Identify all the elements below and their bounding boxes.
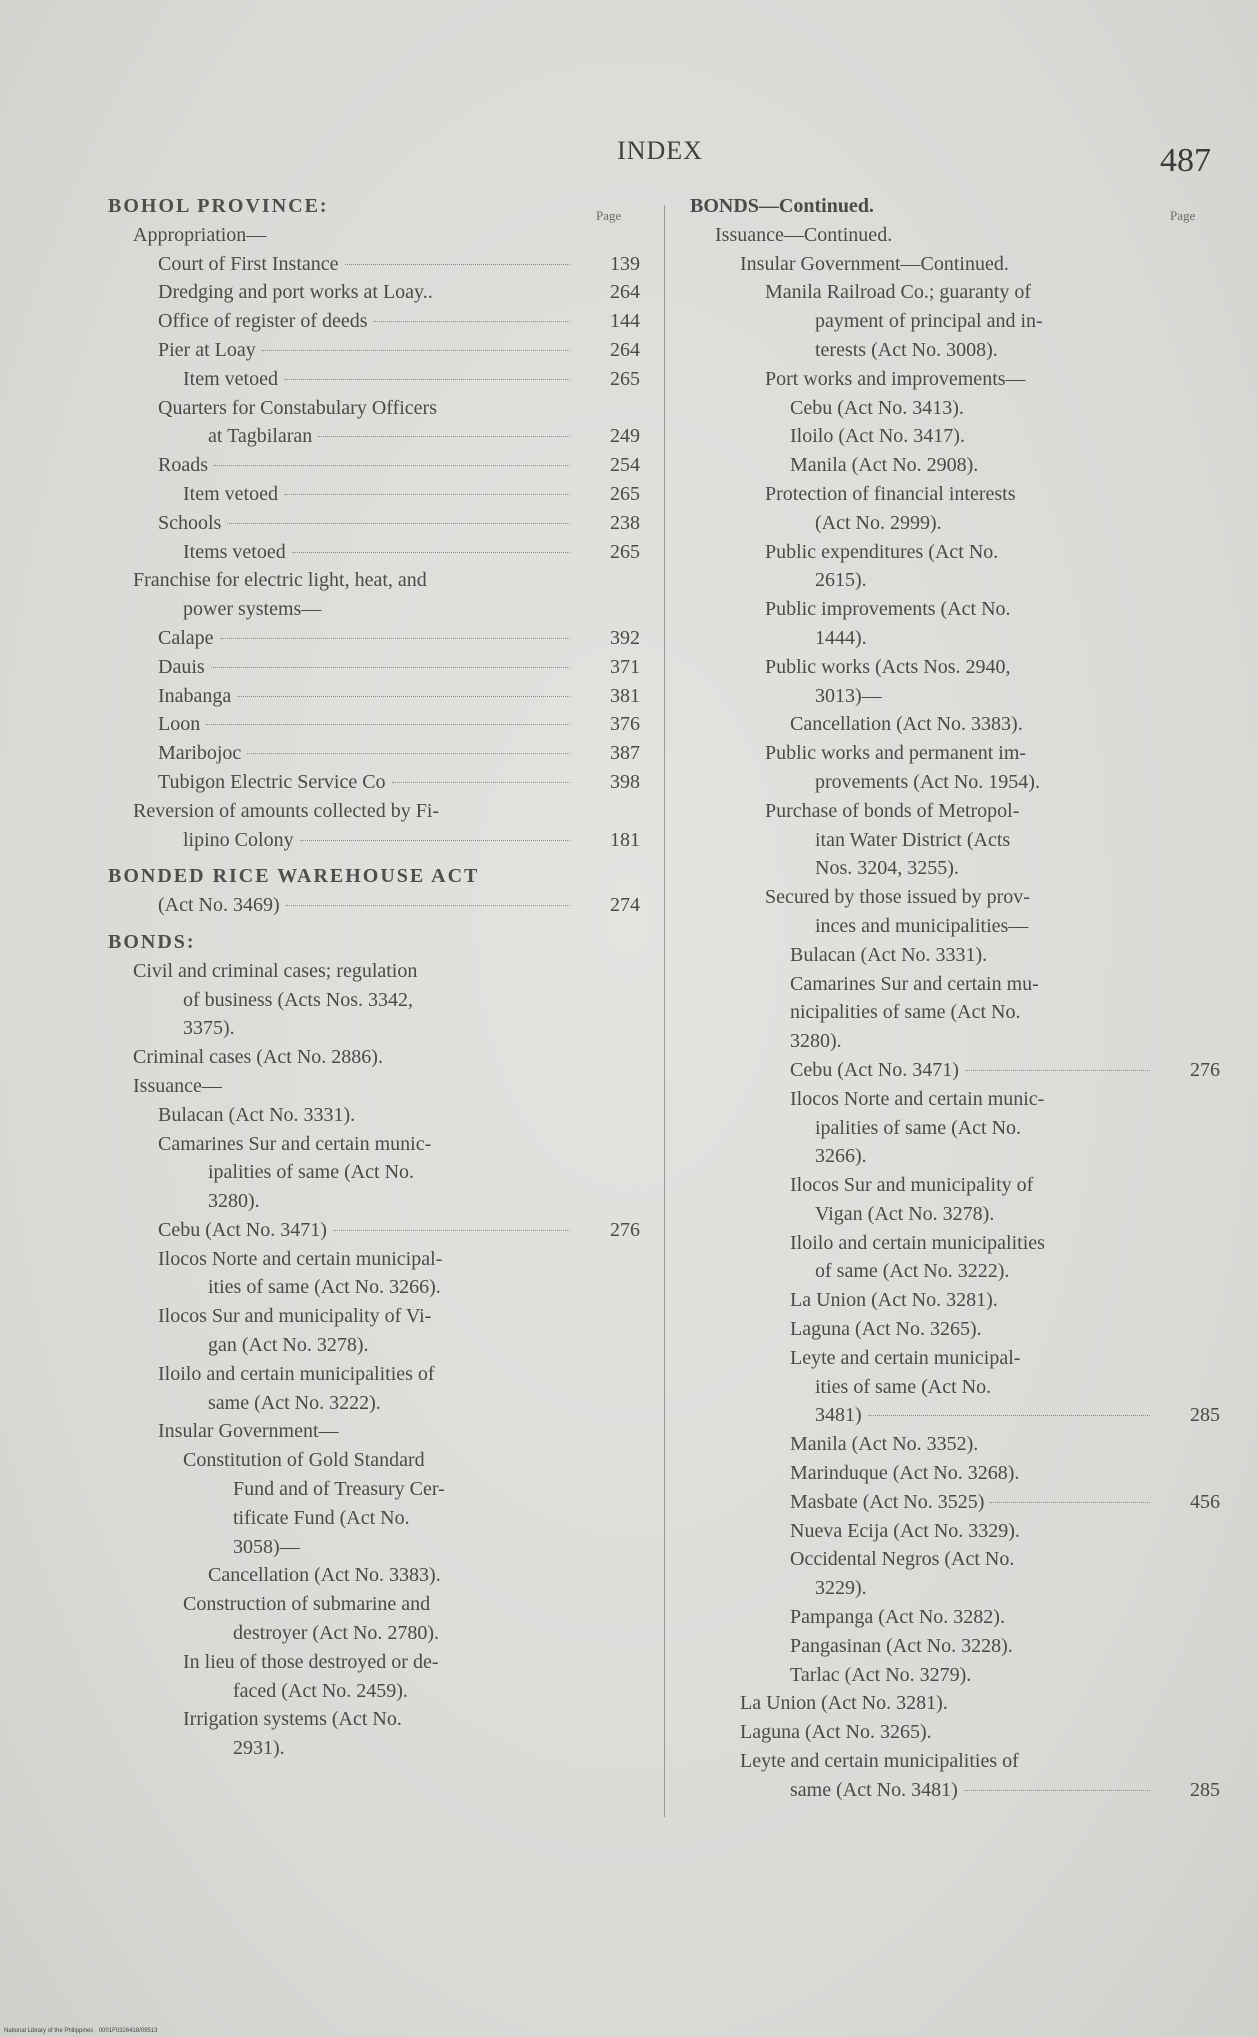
entry-text: Schools [158, 511, 222, 534]
entry-text: ipalities of same (Act No. [815, 1116, 1022, 1139]
index-entry [108, 1389, 638, 1418]
entry-text: Cebu (Act No. 3471) [158, 1218, 327, 1241]
entry-page-number: 249 [610, 425, 640, 448]
entry-text: Cebu (Act No. 3413). [790, 396, 964, 419]
index-entry [108, 1705, 638, 1734]
page-column-label-right: Page [1170, 208, 1196, 223]
column-divider [664, 205, 665, 1817]
entry-page-number: 264 [610, 281, 640, 304]
index-entry [690, 826, 1218, 855]
entry-text: Ilocos Norte and certain munic- [790, 1087, 1045, 1110]
dot-leader [286, 905, 570, 906]
dot-leader [392, 782, 570, 783]
entry-text: BOHOL PROVINCE: [108, 195, 329, 217]
entry-page-number: 265 [610, 482, 640, 505]
index-entry [108, 1043, 638, 1072]
entry-text: 3229). [815, 1577, 867, 1600]
entry-text: Vigan (Act No. 3278). [815, 1202, 995, 1225]
dot-leader [964, 1790, 1150, 1791]
dot-leader [374, 321, 570, 322]
index-entry [690, 566, 1218, 595]
index-entry [108, 682, 638, 711]
dot-leader [318, 436, 570, 437]
index-entry [108, 1216, 638, 1245]
index-entry [108, 1504, 638, 1533]
index-entry [108, 739, 638, 768]
index-entry [690, 998, 1218, 1027]
index-entry [690, 1603, 1218, 1632]
entry-page-number: 144 [610, 310, 640, 333]
index-entry [108, 1417, 638, 1446]
entry-text: Bulacan (Act No. 3331). [790, 943, 988, 966]
index-entry [108, 1187, 638, 1216]
index-entry [690, 1027, 1218, 1056]
entry-page-number: 387 [610, 742, 640, 765]
entry-text: In lieu of those destroyed or de- [183, 1650, 439, 1673]
entry-text: Camarines Sur and certain mu- [790, 972, 1039, 995]
entry-text: Manila Railroad Co.; guaranty of [765, 281, 1032, 304]
index-entry [108, 1072, 638, 1101]
entry-text: Occidental Negros (Act No. [790, 1548, 1015, 1571]
dot-leader [227, 523, 570, 524]
entry-page-number: 381 [610, 684, 640, 707]
entry-text: Civil and criminal cases; regulation [133, 959, 418, 982]
entry-text: Dauis [158, 655, 205, 678]
index-entry [690, 682, 1218, 711]
index-entry [690, 854, 1218, 883]
dot-leader [211, 667, 570, 668]
entry-text: Fund and of Treasury Cer- [233, 1478, 445, 1501]
index-entry [690, 624, 1218, 653]
entry-text: 3280). [790, 1030, 842, 1053]
entry-text: Court of First Instance [158, 252, 339, 275]
entry-page-number: 371 [610, 655, 640, 678]
entry-text: Constitution of Gold Standard [183, 1449, 425, 1472]
entry-text: BONDED RICE WAREHOUSE ACT [108, 865, 480, 888]
index-entry [108, 1590, 638, 1619]
entry-text: Iloilo (Act No. 3417). [790, 425, 965, 448]
index-entry [690, 1574, 1218, 1603]
entry-text: Protection of financial interests [765, 482, 1016, 505]
index-entry [690, 912, 1218, 941]
entry-text: 3375). [183, 1017, 235, 1040]
entry-text: Issuance—Continued. [715, 223, 893, 246]
entry-text: Secured by those issued by prov- [765, 886, 1030, 909]
index-entry [108, 509, 638, 538]
entry-text: Insular Government—Continued. [740, 252, 1009, 275]
entry-text: Iloilo and certain municipalities of [158, 1362, 435, 1385]
entry-text: Appropriation— [133, 223, 267, 246]
index-entry [690, 250, 1218, 279]
entry-text: at Tagbilaran [208, 425, 313, 448]
index-entry [108, 1561, 638, 1590]
index-entry [108, 1130, 638, 1159]
index-entry [690, 1401, 1218, 1430]
entry-page-number: 274 [610, 894, 640, 917]
index-entry [108, 336, 638, 365]
index-entry [690, 192, 1218, 221]
entry-text: (Act No. 3469) [158, 894, 280, 917]
entry-text: Marinduque (Act No. 3268). [790, 1462, 1020, 1485]
entry-text: tificate Fund (Act No. [233, 1506, 410, 1529]
index-entry [690, 336, 1218, 365]
index-entry [108, 986, 638, 1015]
index-entry [108, 1677, 638, 1706]
entry-text: Leyte and certain municipal- [790, 1346, 1021, 1369]
entry-text: of same (Act No. 3222). [815, 1260, 1010, 1283]
entry-text: Bulacan (Act No. 3331). [158, 1103, 356, 1126]
entry-text: inces and municipalities— [815, 914, 1029, 937]
index-entry [690, 221, 1218, 250]
entry-page-number: 264 [610, 338, 640, 361]
entry-text: Issuance— [133, 1074, 222, 1097]
index-entry [108, 891, 638, 920]
dot-leader [300, 840, 570, 841]
entry-text: Cebu (Act No. 3471) [790, 1058, 959, 1081]
entry-text: Purchase of bonds of Metropol- [765, 799, 1020, 822]
entry-text: Tarlac (Act No. 3279). [790, 1663, 972, 1686]
index-entry [108, 451, 638, 480]
entry-text: Public works and permanent im- [765, 742, 1027, 765]
entry-text: provements (Act No. 1954). [815, 770, 1040, 793]
index-entry [690, 710, 1218, 739]
index-entry [108, 826, 638, 855]
index-entry [690, 538, 1218, 567]
index-heading [108, 192, 638, 221]
index-entry [690, 278, 1218, 307]
index-entry [108, 1619, 638, 1648]
index-entry [690, 1776, 1218, 1805]
entry-text: Pier at Loay [158, 338, 256, 361]
index-entry [108, 1101, 638, 1130]
dot-leader [214, 465, 570, 466]
index-entry [690, 1286, 1218, 1315]
index-entry [108, 1734, 638, 1763]
index-entry [108, 221, 638, 250]
index-entry [108, 1475, 638, 1504]
entry-text: 2615). [815, 569, 867, 592]
index-entry [108, 1273, 638, 1302]
dot-leader [206, 724, 570, 725]
entry-text: ipalities of same (Act No. [208, 1161, 415, 1184]
index-entry [690, 1257, 1218, 1286]
entry-text: power systems— [183, 598, 322, 621]
entry-text: ities of same (Act No. [815, 1375, 992, 1398]
entry-text: Cancellation (Act No. 3383). [208, 1564, 441, 1587]
entry-page-number: 265 [610, 367, 640, 390]
index-column-left [108, 192, 638, 1763]
dot-leader [247, 753, 570, 754]
entry-text: Ilocos Norte and certain municipal- [158, 1247, 443, 1270]
entry-text: destroyer (Act No. 2780). [233, 1622, 440, 1645]
index-entry [690, 1488, 1218, 1517]
entry-page-number: 181 [610, 828, 640, 851]
entry-text: Masbate (Act No. 3525) [790, 1490, 985, 1513]
index-entry [108, 394, 638, 423]
entry-text: Irrigation systems (Act No. [183, 1708, 402, 1731]
index-entry [690, 739, 1218, 768]
index-entry [108, 480, 638, 509]
entry-text: Criminal cases (Act No. 2886). [133, 1046, 383, 1069]
entry-text: Item vetoed [183, 482, 278, 505]
entry-text: Leyte and certain municipalities of [740, 1750, 1019, 1773]
entry-gap [108, 920, 638, 928]
index-entry [690, 883, 1218, 912]
entry-text: Calape [158, 626, 214, 649]
entry-text: (Act No. 2999). [815, 511, 942, 534]
index-entry [108, 1446, 638, 1475]
index-entry [690, 1229, 1218, 1258]
entry-text: nicipalities of same (Act No. [790, 1001, 1021, 1024]
entry-page-number: 276 [1190, 1058, 1220, 1081]
index-entry [108, 365, 638, 394]
index-entry [690, 1632, 1218, 1661]
entry-text: Ilocos Sur and municipality of Vi- [158, 1305, 432, 1328]
dot-leader [220, 638, 570, 639]
index-entry [690, 509, 1218, 538]
entry-text: 3266). [815, 1145, 867, 1168]
entry-text: Ilocos Sur and municipality of [790, 1174, 1034, 1197]
running-head: INDEX [617, 136, 703, 165]
entry-text: 3481) [815, 1404, 862, 1427]
index-entry [108, 566, 638, 595]
index-entry [690, 797, 1218, 826]
entry-text: Dredging and port works at Loay.. [158, 281, 433, 304]
index-entry [690, 1718, 1218, 1747]
entry-text: Loon [158, 713, 201, 736]
entry-text: 3058)— [233, 1535, 300, 1558]
index-entry [690, 653, 1218, 682]
index-entry [108, 653, 638, 682]
entry-text: Cancellation (Act No. 3383). [790, 713, 1023, 736]
entry-text: Iloilo and certain municipalities [790, 1231, 1045, 1254]
index-entry [690, 394, 1218, 423]
entry-text: same (Act No. 3222). [208, 1391, 381, 1414]
entry-text: ities of same (Act No. 3266). [208, 1276, 441, 1299]
index-entry [690, 941, 1218, 970]
dot-leader [237, 696, 570, 697]
index-entry [108, 1302, 638, 1331]
index-entry [690, 451, 1218, 480]
entry-text: Tubigon Electric Service Co [158, 770, 386, 793]
entry-text: same (Act No. 3481) [790, 1778, 958, 1801]
entry-text: Quarters for Constabulary Officers [158, 396, 437, 419]
entry-text: Reversion of amounts collected by Fi- [133, 799, 440, 822]
entry-page-number: 276 [610, 1218, 640, 1241]
entry-text: gan (Act No. 3278). [208, 1334, 369, 1357]
entry-text: Manila (Act No. 2908). [790, 454, 979, 477]
entry-text: faced (Act No. 2459). [233, 1679, 408, 1702]
entry-text: Public works (Acts Nos. 2940, [765, 655, 1011, 678]
index-entry [108, 1360, 638, 1389]
index-entry [108, 307, 638, 336]
page-number: 487 [1160, 142, 1211, 179]
index-entry [690, 1661, 1218, 1690]
entry-text: Camarines Sur and certain munic- [158, 1132, 432, 1155]
entry-text: Roads [158, 454, 208, 477]
entry-text: payment of principal and in- [815, 310, 1043, 333]
entry-page-number: 398 [610, 770, 640, 793]
index-entry [690, 1142, 1218, 1171]
entry-page-number: 376 [610, 713, 640, 736]
entry-text: BONDS—Continued. [690, 195, 874, 217]
scan-footer: National Library of the Philippines · 0001F0326418/09513 [4, 2028, 158, 2034]
index-entry [690, 1315, 1218, 1344]
entry-page-number: 139 [610, 252, 640, 275]
dot-leader [262, 350, 570, 351]
dot-leader [284, 494, 570, 495]
entry-text: Nueva Ecija (Act No. 3329). [790, 1519, 1020, 1542]
entry-text: 3013)— [815, 684, 882, 707]
index-entry [690, 1545, 1218, 1574]
index-entry [108, 1014, 638, 1043]
entry-page-number: 392 [610, 626, 640, 649]
entry-text: Pangasinan (Act No. 3228). [790, 1634, 1013, 1657]
entry-page-number: 265 [610, 540, 640, 563]
entry-text: Maribojoc [158, 742, 242, 765]
entry-text: Construction of submarine and [183, 1593, 431, 1616]
dot-leader [333, 1230, 570, 1231]
index-entry [690, 1430, 1218, 1459]
entry-text: Port works and improvements— [765, 367, 1026, 390]
index-entry [108, 1331, 638, 1360]
index-entry [690, 1200, 1218, 1229]
index-entry [108, 1648, 638, 1677]
dot-leader [965, 1070, 1150, 1071]
entry-text: Pampanga (Act No. 3282). [790, 1606, 1005, 1629]
entry-text: 1444). [815, 626, 867, 649]
entry-text: Franchise for electric light, heat, and [133, 569, 427, 592]
index-entry [690, 1689, 1218, 1718]
index-entry [108, 1533, 638, 1562]
index-entry [108, 957, 638, 986]
entry-text: 2931). [233, 1737, 285, 1760]
entry-text: BONDS: [108, 930, 196, 953]
index-entry [690, 480, 1218, 509]
index-entry [108, 797, 638, 826]
index-entry [690, 1114, 1218, 1143]
entry-gap [108, 854, 638, 862]
index-entry [690, 1056, 1218, 1085]
index-heading [108, 928, 638, 957]
entry-text: La Union (Act No. 3281). [740, 1692, 948, 1715]
entry-text: Laguna (Act No. 3265). [740, 1721, 932, 1744]
index-entry [690, 1085, 1218, 1114]
index-entry [690, 1517, 1218, 1546]
entry-text: Nos. 3204, 3255). [815, 857, 959, 880]
entry-text: Office of register of deeds [158, 310, 368, 333]
entry-text: lipino Colony [183, 828, 294, 851]
dot-leader [345, 264, 570, 265]
entry-text: terests (Act No. 3008). [815, 338, 998, 361]
index-entry [108, 422, 638, 451]
entry-text: La Union (Act No. 3281). [790, 1289, 998, 1312]
index-entry [108, 624, 638, 653]
entry-text: Inabanga [158, 684, 232, 707]
index-entry [690, 768, 1218, 797]
entry-text: Insular Government— [158, 1420, 339, 1443]
entry-page-number: 285 [1190, 1404, 1220, 1427]
entry-text: Item vetoed [183, 367, 278, 390]
index-entry [690, 1373, 1218, 1402]
index-column-right [690, 192, 1218, 1805]
index-entry [690, 970, 1218, 999]
dot-leader [284, 379, 570, 380]
entry-text: Items vetoed [183, 540, 286, 563]
dot-leader [292, 552, 570, 553]
index-entry [690, 1171, 1218, 1200]
index-entry [690, 1459, 1218, 1488]
index-heading [108, 862, 638, 891]
index-entry [108, 710, 638, 739]
entry-page-number: 254 [610, 454, 640, 477]
index-entry [690, 595, 1218, 624]
index-entry [108, 250, 638, 279]
dot-leader [990, 1502, 1150, 1503]
index-entry [690, 1344, 1218, 1373]
page-column-label-left: Page [596, 208, 622, 223]
index-entry [108, 595, 638, 624]
dot-leader [868, 1415, 1150, 1416]
index-entry [108, 1245, 638, 1274]
entry-text: of business (Acts Nos. 3342, [183, 988, 413, 1011]
index-entry [690, 1747, 1218, 1776]
entry-page-number: 456 [1190, 1490, 1220, 1513]
entry-page-number: 285 [1190, 1778, 1220, 1801]
entry-text: itan Water District (Acts [815, 828, 1011, 851]
index-entry [108, 1158, 638, 1187]
index-entry [690, 307, 1218, 336]
entry-page-number: 238 [610, 511, 640, 534]
entry-text: Public improvements (Act No. [765, 598, 1011, 621]
index-entry [108, 768, 638, 797]
entry-text: Public expenditures (Act No. [765, 540, 999, 563]
index-entry [690, 422, 1218, 451]
entry-text: Laguna (Act No. 3265). [790, 1318, 982, 1341]
index-entry [690, 365, 1218, 394]
index-entry [108, 538, 638, 567]
entry-text: 3280). [208, 1190, 260, 1213]
entry-text: Manila (Act No. 3352). [790, 1433, 979, 1456]
index-entry [108, 278, 638, 307]
